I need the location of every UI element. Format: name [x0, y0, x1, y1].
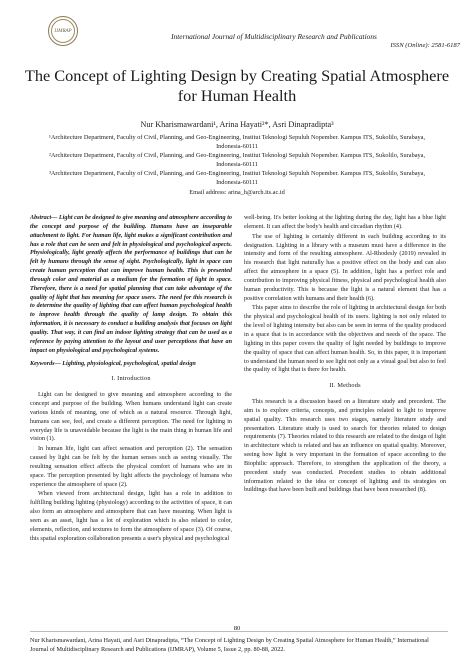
paragraph: Light can be designed to give meaning and atmosphere according to the concept and purpose of the building. When humans understand light can create various kinds of meaning, one of which as a natural resource. Through light, humans can see, feel, and create a different perception. The need for lighting in everyday life is unavoidable because the light is the main thing in human life and vision (1). [30, 392, 232, 443]
paragraph: This paper aims to describe the role of lighting in architectural design for both the physical and psychological health of its users. lighting is not only related to the level of lighting intensity but also can be seen in terms of the quality produced in a space that is in accordance with the objectives and needs of the space. The lighting in this paper covers the quality of light needed by buildings to improve the quality of space that can affect human health. So, in this paper, it is important to understand the human need to see light not only as a visual goal but also to feel the quality of light that is there for health. [244, 305, 446, 374]
journal-name: International Journal of Multidisciplinary Research and Publications [171, 32, 377, 41]
affiliation-1: ¹Architecture Department, Faculty of Civil, Planning, and Geo-Engineering, Institut Teknologi Sepuluh Nopember. Kampus ITS, Sukolilo, Surabaya, Indonesia-60111 [48, 134, 426, 150]
journal-logo [48, 16, 78, 46]
paragraph: This research is a discussion based on a literature study and precedent. The aim is to explore criteria, concepts, and principles related to light to improve spatial quality. This research uses two stages, namely literature study and presentation. Literature study is used to search for theories related to design requirements (7). Theories related to this research are related to the design of light in architecture which is related and has an influence on spatial quality. Moreover, seeing how light is very important in the formation of space according to the Biophilic approach. Therefore, to strengthen the application of the theory, a precedent study was conducted. Precedent studies to obtain additional information related to the idea or concept of lighting and its strategies on buildings that have been built and buildings that have been researched (8). [244, 399, 446, 494]
email-address: Email address: arina_h@arch.its.ac.id [189, 189, 285, 196]
affiliation-3: ³Architecture Department, Faculty of Civil, Planning, and Geo-Engineering, Institut Teknologi Sepuluh Nopember. Kampus ITS, Sukolilo, Surabaya, Indonesia-60111 [48, 170, 426, 186]
abstract [30, 214, 232, 356]
citation-footer: Nur Kharismawardani, Arina Hayati, and Asri Dinapradipta, “The Concept of Lighting Design by Creating Spatial Atmosphere for Human Health,” International Journal of Multidisciplinary Research and Publications (IJMRAP), Volume 5, Issue 2, pp. 80-88, 2022. [30, 637, 429, 653]
issn: ISSN (Online): 2581-6187 [390, 42, 460, 49]
authors: Nur Kharismawardani¹, Arina Hayati²*, Asri Dinapradipta³ [140, 120, 334, 129]
section-heading-introduction: I. Introduction [111, 375, 151, 383]
left-column [30, 214, 232, 545]
keywords [30, 360, 232, 369]
journal-logo-text: IJMRAP [51, 19, 75, 43]
paragraph: In human life, light can affect sensation and perception (2). The sensation caused by light can be felt by the human senses such as seeing visually. The resulting sensation effect affects the physical comfort of humans who are in space. The perception presented by light affects the psychology of humans who experience the atmosphere of space (2). [30, 446, 232, 488]
section-heading-methods: II. Methods [329, 382, 361, 390]
keywords-text: Lighting, physiological, psychological, spatial design [60, 360, 196, 367]
footer-divider [30, 631, 448, 632]
paragraph: When viewed from architectural design, light has a role in addition to fulfilling building lighting (physiology) according to the activities of space, it can also form an atmosphere and atmosphere that can have meaning. When light is seen as an asset, light has a lot of exploration which is also related to color, elements, reflection, and textures to form the atmosphere of space (3). Of course, this spatial exploration collaboration presents a user's physical and psychological [30, 491, 232, 542]
paragraph: The use of lighting is certainly different in each building according to its designation. Lighting in a library with a museum must have a difference in the intensity and form of the resulting atmosphere. Al-Rhodesly (2019) revealed in his research that light naturally has a positive effect on the body and can also affect the atmosphere in a space (5). In addition, light has a perfect role and contribution to improving physical fitness, physical and psychological health also human productivity. This is because the light is a natural element that has a positive correlation with humans and their health (6). [244, 233, 446, 302]
abstract-text: Light can be designed to give meaning and atmosphere according to the concept and purpose of the building. Humans have an inseparable attachment to light. For human life, light makes a significant contribution and has a role that can be seen and felt in physiological and psychological aspects. Physiologically, light greatly affects the performance of buildings that can be felt by humans through the sense of sight. Psychologically, light in space can create human perception that can improve human health. This is presented through color and material as a medium for the formation of light in space. Therefore, there is a need for spatial planning that can take advantage of the quality of light that has meaning for space users. The need for this research is to determine the quality of lighting that can affect human psychological health to improve health through the quality of lamp design. To obtain this information, it is necessary to conduct a building analysis that focuses on light quality. That way, it can find an indoor lighting strategy that can be used as a reference by paying attention to the layout and user perceptions that have an impact on physiological and psychological systems. [30, 215, 232, 354]
paragraph: well-being. It's better looking at the lighting during the day, light has a blue light element. It can affect the body's health and circadian rhythm (4). [244, 215, 446, 230]
keywords-label: Keywords— [30, 360, 61, 367]
right-column [244, 214, 446, 496]
paper-title: The Concept of Lighting Design by Creating Spatial Atmosphere for Human Health [24, 66, 450, 105]
affiliation-2: ²Architecture Department, Faculty of Civil, Planning, and Geo-Engineering, Institut Teknologi Sepuluh Nopember. Kampus ITS, Sukolilo, Surabaya, Indonesia-60111 [48, 152, 426, 168]
abstract-label: Abstract— [30, 215, 58, 221]
page-number: 80 [233, 625, 241, 632]
